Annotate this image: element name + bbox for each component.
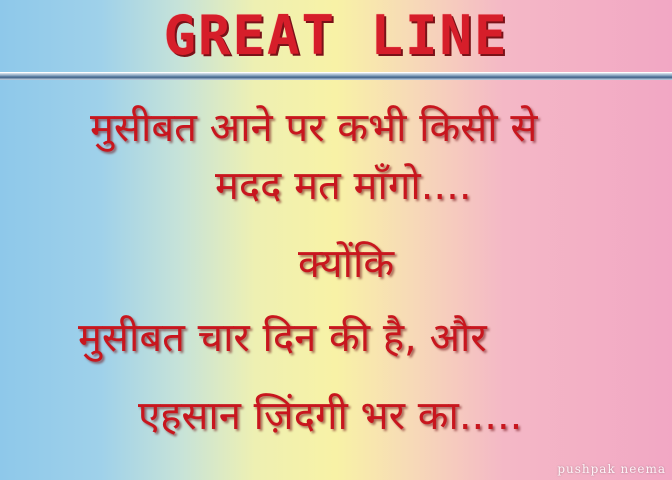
quote-line-5: एहसान ज़िंदगी भर का..... [138, 393, 523, 439]
quote-line-1: मुसीबत आने पर कभी किसी से [90, 105, 538, 151]
page-title: GREAT LINE [163, 3, 509, 67]
header-banner [0, 0, 672, 70]
quote-line-2: मदद मत माँगो.... [215, 163, 472, 209]
watermark-signature: pushpak neema [557, 462, 666, 476]
quote-line-3: क्योंकि [298, 241, 395, 287]
quote-line-4: मुसीबत चार दिन की है, और [78, 315, 487, 361]
divider-bar [0, 72, 672, 80]
